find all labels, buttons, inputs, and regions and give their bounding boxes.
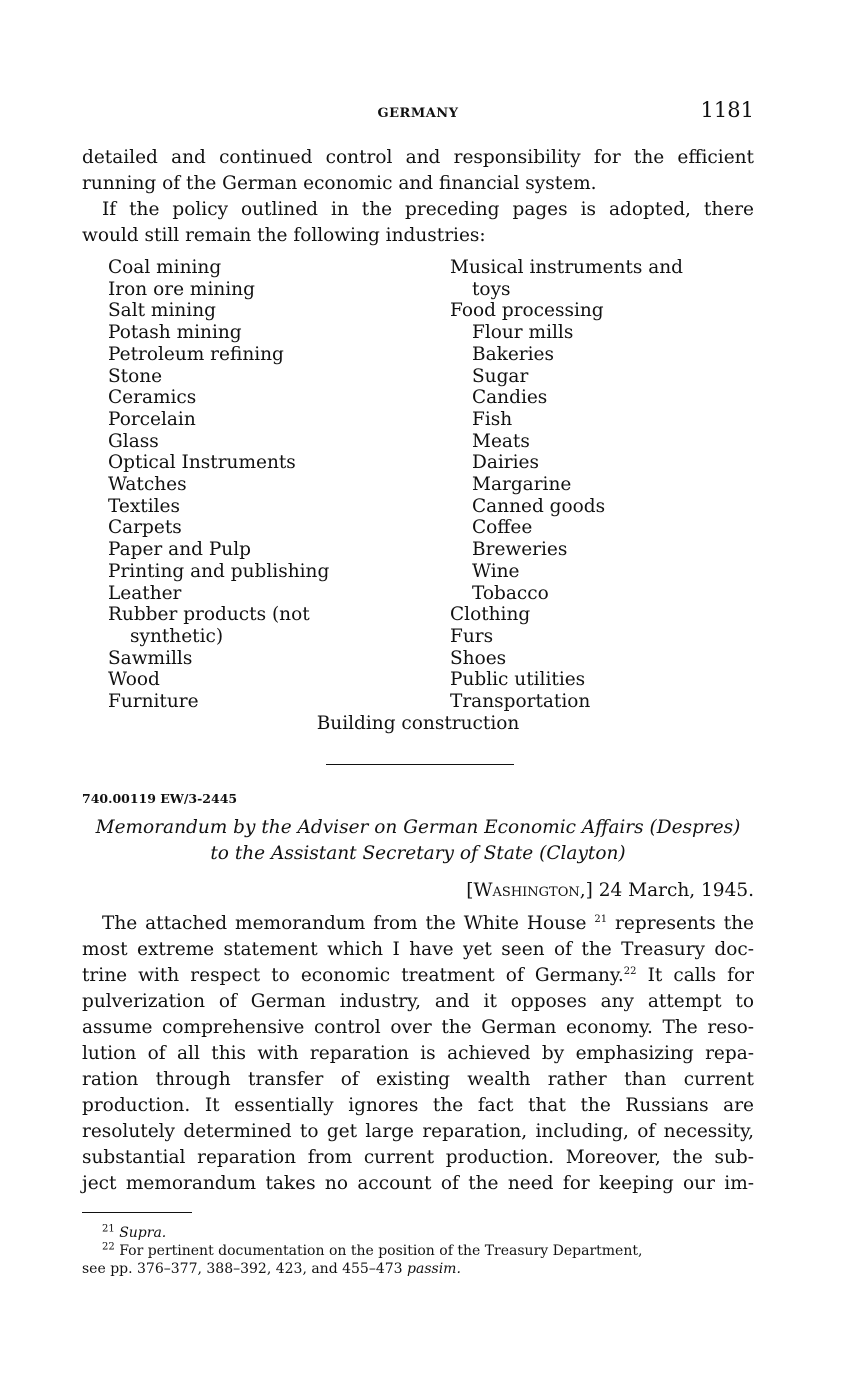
industry-item: Rubber products (not [108,604,310,626]
footnote-number: 21 [102,1223,115,1235]
industry-item: Sugar [472,365,529,387]
industry-item: Textiles [108,495,180,517]
industry-item: Salt mining [108,300,216,322]
dateline-place: [Washington,] [466,880,593,901]
industry-item: Transportation [450,691,591,713]
paragraph-continued [82,145,754,197]
page-number: 1181 [700,98,754,122]
industry-item: Optical Instruments [108,452,296,474]
text-line: trine with respect to economic treatment of Germany.$^{22}$ It calls for [82,965,754,986]
industry-item: Meats [472,430,530,452]
industry-item: Canned goods [472,495,606,517]
file-number: 740.00119 EW/3-2445 [82,791,238,806]
text-line: ject memorandum takes no account of the need for keeping our im- [82,1173,754,1194]
text-line: would still remain the following industries: [82,225,486,246]
text-line: The attached memorandum from the White House $^{21}$ represents the [102,913,754,934]
industry-item: Ceramics [108,387,197,409]
footnote-number: 22 [102,1241,115,1253]
industry-item: Shoes [450,647,507,669]
memo-title-line: to the Assistant Secretary of State (Clayton) [210,843,626,864]
industry-item: Stone [108,365,163,387]
industry-item: Paper and Pulp [108,539,251,561]
dateline-date: 24 March, 1945. [598,880,754,901]
footnote: see pp. 376–377, 388–392, 423, and 455–473 passim. [82,1261,461,1277]
industry-item: Public utilities [450,669,586,691]
industry-item: Margarine [472,474,572,496]
text-line: resolutely determined to get large reparation, including, of necessity, [82,1121,754,1142]
industry-item: Flour mills [472,322,574,344]
industry-item: synthetic) [130,625,224,647]
text-line: assume comprehensive control over the German economy. The reso- [82,1017,754,1038]
text-line: most extreme statement which I have yet seen of the Treasury doc- [82,939,754,960]
text-line: ration through transfer of existing wealth rather than current [82,1069,754,1090]
paragraph-industries-intro [82,197,754,249]
footnote-italic: passim. [407,1261,461,1277]
text-line: If the policy outlined in the preceding pages is adopted, there [102,199,754,220]
running-title: GERMANY [377,106,459,121]
industry-item: Petroleum refining [108,343,284,365]
industry-item: Musical instruments and [450,257,683,278]
industries-list-right [450,257,683,713]
footnote-reference[interactable]: 22 [623,965,637,977]
industry-item: Bakeries [472,343,554,365]
memo-title-line: Memorandum by the Adviser on German Economic Affairs (Despres) [95,817,741,838]
industry-item: Furs [450,625,494,647]
text-line: lution of all this with reparation is achieved by emphasizing repa- [82,1043,754,1064]
industry-item: Glass [108,430,159,452]
footnote-divider [82,1212,192,1213]
industry-item: Sawmills [108,647,193,669]
industry-item: Dairies [472,452,539,474]
industry-item: Leather [108,582,182,604]
industry-item: Coffee [472,517,533,539]
running-head [82,98,754,128]
section-divider [326,764,514,765]
industry-item: Breweries [472,539,568,561]
footnote-reference[interactable]: 21 [594,913,608,925]
industry-item: Watches [108,474,187,496]
memo-title [82,815,754,867]
industry-item: Coal mining [108,257,222,278]
industry-item: Fish [472,408,513,430]
text-line: production. It essentially ignores the fact that the Russians are [82,1095,754,1116]
footnotes [82,1224,754,1278]
dateline [466,880,754,901]
industry-item: Potash mining [108,322,242,344]
industries-list-footer: Building construction [316,713,520,734]
footnote-italic: Supra. [119,1225,167,1241]
industry-item: Candies [472,387,548,409]
industry-item: Iron ore mining [108,278,255,300]
industry-item: Tobacco [472,582,549,604]
memo-body-paragraph [82,911,754,1197]
text-line: running of the German economic and financial system. [82,173,597,194]
footnote [82,1224,754,1242]
industry-item: Printing and publishing [108,560,330,582]
industry-item: toys [472,278,511,300]
industry-item: Furniture [108,691,199,713]
text-line: detailed and continued control and responsibility for the efficient [82,147,754,168]
text-line: substantial reparation from current production. Moreover, the sub- [82,1147,754,1168]
footnote: $^{22}$ For pertinent documentation on the position of the Treasury Department, [102,1241,643,1259]
industry-item: Wood [108,669,160,691]
industry-item: Clothing [450,604,531,626]
industry-item: Food processing [450,300,604,322]
industries-list-left [108,257,329,713]
industry-item: Wine [472,560,520,582]
industry-item: Carpets [108,517,182,539]
text-line: pulverization of German industry, and it opposes any attempt to [82,991,754,1012]
industry-item: Porcelain [108,408,196,430]
